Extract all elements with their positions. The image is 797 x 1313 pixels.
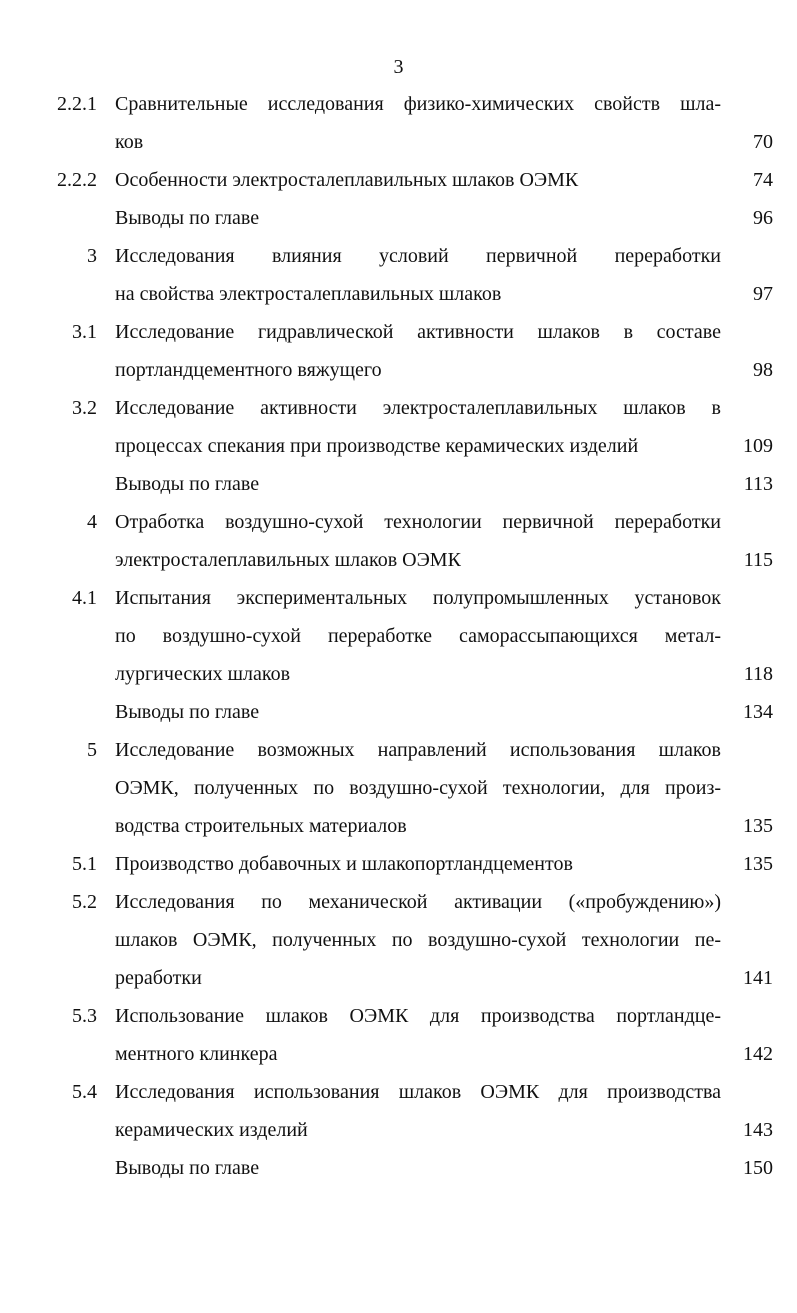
toc-entry-page: 141 [743,967,773,989]
toc-entry-page: 143 [743,1119,773,1141]
toc-entry-number: 5.4 [72,1081,97,1103]
toc-entry-page: 109 [743,435,773,457]
toc-entry-title-line: керамических изделий [115,1119,308,1141]
toc-entry-page: 70 [753,131,773,153]
toc-entry-number: 2.2.1 [57,93,97,115]
toc-entry-title-line: процессах спекания при производстве керамических изделий [115,435,639,457]
toc-entry-title-line: Выводы по главе [115,701,260,723]
toc-entry-title-line: Испытания экспериментальных полупромышленных установок [115,587,721,609]
toc-entry-title-line: на свойства электросталеплавильных шлаков [115,283,502,305]
toc-entry-number: 5.3 [72,1005,97,1027]
toc-entry-number: 3 [87,245,97,267]
toc-entry-title-line: Исследования влияния условий первичной переработки [115,245,721,267]
toc-entry-title-line: реработки [115,967,202,989]
toc-entry-page: 135 [743,815,773,837]
toc-entry-title-line: лургических шлаков [115,663,291,685]
toc-entry [0,199,797,237]
toc-entry-page: 150 [743,1157,773,1179]
toc-entry-title-line: электросталеплавильных шлаков ОЭМК [115,549,461,571]
toc-entry-page: 135 [743,853,773,875]
toc-entry [0,1149,797,1187]
toc-entry-title-line: Выводы по главе [115,473,260,495]
toc-entry-title-line: Производство добавочных и шлакопортландцементов [115,853,573,875]
toc-entry-page: 96 [753,207,773,229]
toc-entry-title-line: Исследование активности электросталеплавильных шлаков в [115,397,721,419]
toc-entry-title-line: Исследование гидравлической активности шлаков в составе [115,321,721,343]
toc-entry-title-line: ков [115,131,144,153]
page-number: 3 [393,56,404,78]
toc-entry-page: 97 [753,283,773,305]
toc-entry-number: 4.1 [72,587,97,609]
table-of-contents [0,85,797,1187]
toc-entry-page: 98 [753,359,773,381]
toc-entry-page: 74 [753,169,773,191]
toc-entry [0,731,797,845]
toc-entry-title-line: Исследования использования шлаков ОЭМК для производства [115,1081,721,1103]
toc-entry [0,845,797,883]
toc-entry-number: 5.1 [72,853,97,875]
toc-entry-number: 5.2 [72,891,97,913]
toc-entry [0,579,797,693]
toc-entry-title-line: Выводы по главе [115,1157,260,1179]
toc-entry-title-line: Использование шлаков ОЭМК для производства портландце- [115,1005,721,1027]
toc-entry-number: 3.1 [72,321,97,343]
toc-entry-number: 4 [87,511,97,533]
toc-entry-page: 115 [743,549,773,571]
toc-entry [0,883,797,997]
toc-entry [0,389,797,465]
toc-entry [0,503,797,579]
toc-entry-title-line: Выводы по главе [115,207,260,229]
toc-entry [0,313,797,389]
toc-entry [0,161,797,199]
toc-entry [0,1073,797,1149]
toc-entry [0,693,797,731]
toc-entry-title-line: Особенности электросталеплавильных шлаков ОЭМК [115,169,579,191]
toc-entry-title-line: Исследование возможных направлений использования шлаков [115,739,721,761]
toc-entry-title-line: ОЭМК, полученных по воздушно-сухой технологии, для произ- [115,777,721,799]
toc-entry-title-line: Исследования по механической активации («пробуждению») [115,891,721,913]
toc-entry-title-line: ментного клинкера [115,1043,278,1065]
toc-entry-page: 142 [743,1043,773,1065]
toc-entry-title-line: портландцементного вяжущего [115,359,382,381]
toc-entry-page: 113 [743,473,773,495]
toc-entry-title-line: Отработка воздушно-сухой технологии первичной переработки [115,511,721,533]
toc-entry-title-line: шлаков ОЭМК, полученных по воздушно-сухой технологии пе- [115,929,721,951]
toc-entry-number: 3.2 [72,397,97,419]
toc-entry [0,465,797,503]
toc-entry-title-line: по воздушно-сухой переработке саморассыпающихся метал- [115,625,721,647]
toc-entry [0,85,797,161]
toc-entry [0,997,797,1073]
toc-entry-number: 5 [87,739,97,761]
toc-entry-page: 118 [743,663,773,685]
toc-entry-page: 134 [743,701,773,723]
toc-entry-title-line: водства строительных материалов [115,815,407,837]
toc-entry [0,237,797,313]
toc-entry-title-line: Сравнительные исследования физико-химических свойств шла- [115,93,721,115]
toc-entry-number: 2.2.2 [57,169,97,191]
